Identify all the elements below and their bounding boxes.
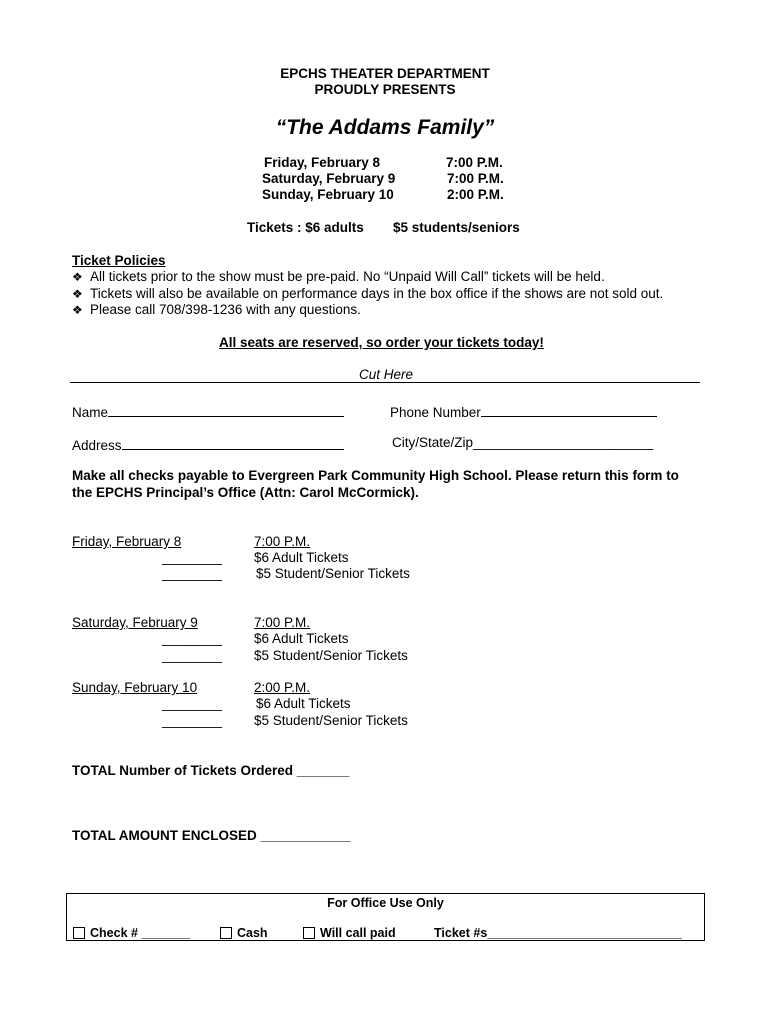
adult-ticket-label: $6 Adult Tickets (254, 631, 349, 646)
student-ticket-label: $5 Student/Senior Tickets (254, 648, 408, 663)
schedule-time-3: 2:00 P.M. (447, 187, 504, 202)
student-ticket-label: $5 Student/Senior Tickets (256, 566, 410, 581)
cut-line (70, 382, 700, 383)
order-time-sunday: 2:00 P.M. (254, 680, 311, 695)
checkbox-icon[interactable] (220, 927, 232, 939)
department-heading: EPCHS THEATER DEPARTMENT (280, 66, 490, 81)
policy-item: ❖ Please call 708/398-1236 with any questions. (72, 302, 361, 317)
policies-heading: Ticket Policies (72, 253, 166, 268)
phone-label: Phone Number (390, 405, 481, 420)
cut-here-label: Cut Here (359, 367, 414, 382)
policy-item: ❖ Tickets will also be available on performance days in the box office if the shows are not sold out. (72, 286, 664, 301)
schedule-day-3: Sunday, February 10 (262, 187, 394, 202)
diamond-bullet-icon: ❖ (72, 270, 83, 284)
schedule-time-1: 7:00 P.M. (446, 155, 503, 170)
student-price: $5 students/seniors (393, 220, 520, 235)
name-blank[interactable] (108, 402, 344, 417)
show-title: “The Addams Family” (275, 116, 495, 139)
name-field[interactable] (72, 402, 344, 420)
name-label: Name (72, 405, 109, 420)
address-label: Address (72, 438, 122, 453)
diamond-bullet-icon: ❖ (72, 303, 83, 317)
order-day-friday: Friday, February 8 (72, 534, 182, 549)
adult-ticket-label: $6 Adult Tickets (256, 696, 351, 711)
reserved-seats-note: All seats are reserved, so order your tickets today! (219, 335, 544, 350)
total-amount-field[interactable]: TOTAL AMOUNT ENCLOSED ____________ (72, 828, 351, 843)
student-qty-blank[interactable]: ________ (162, 648, 223, 663)
student-qty-blank[interactable]: ________ (162, 713, 223, 728)
check-number-field[interactable]: Check # _______ (73, 926, 190, 940)
schedule-day-2: Saturday, February 9 (262, 171, 396, 186)
total-tickets-field[interactable]: TOTAL Number of Tickets Ordered _______ (72, 763, 350, 778)
ticket-numbers-field[interactable]: Ticket #s____________________________ (434, 926, 682, 940)
adult-price: Tickets : $6 adults (247, 220, 364, 235)
phone-blank[interactable] (481, 402, 657, 417)
order-time-friday: 7:00 P.M. (254, 534, 311, 549)
schedule-day-1: Friday, February 8 (264, 155, 381, 170)
order-time-saturday: 7:00 P.M. (254, 615, 311, 630)
presents-heading: PROUDLY PRESENTS (314, 82, 456, 97)
adult-qty-blank[interactable]: ________ (162, 631, 223, 646)
student-qty-blank[interactable]: ________ (162, 566, 223, 581)
office-use-heading: For Office Use Only (327, 896, 444, 910)
will-call-field[interactable]: Will call paid (303, 926, 396, 940)
cash-field[interactable]: Cash (220, 926, 268, 940)
schedule-time-2: 7:00 P.M. (447, 171, 504, 186)
adult-qty-blank[interactable]: ________ (162, 550, 223, 565)
checkbox-icon[interactable] (73, 927, 85, 939)
adult-ticket-label: $6 Adult Tickets (254, 550, 349, 565)
order-day-saturday: Saturday, February 9 (72, 615, 198, 630)
address-field[interactable] (72, 435, 344, 453)
payment-instructions: Make all checks payable to Evergreen Park Community High School. Please return this form to (72, 468, 679, 483)
adult-qty-blank[interactable]: ________ (162, 696, 223, 711)
payment-instructions-2: the EPCHS Principal’s Office (Attn: Carol McCormick). (72, 485, 419, 500)
order-day-sunday: Sunday, February 10 (72, 680, 198, 695)
diamond-bullet-icon: ❖ (72, 287, 83, 301)
student-ticket-label: $5 Student/Senior Tickets (254, 713, 408, 728)
checkbox-icon[interactable] (303, 927, 315, 939)
phone-field[interactable] (390, 402, 657, 420)
address-blank[interactable] (122, 435, 344, 450)
city-state-zip-field[interactable]: City/State/Zip________________________ (392, 435, 654, 450)
policy-item: ❖ All tickets prior to the show must be pre-paid. No “Unpaid Will Call” tickets will be held. (72, 269, 605, 284)
